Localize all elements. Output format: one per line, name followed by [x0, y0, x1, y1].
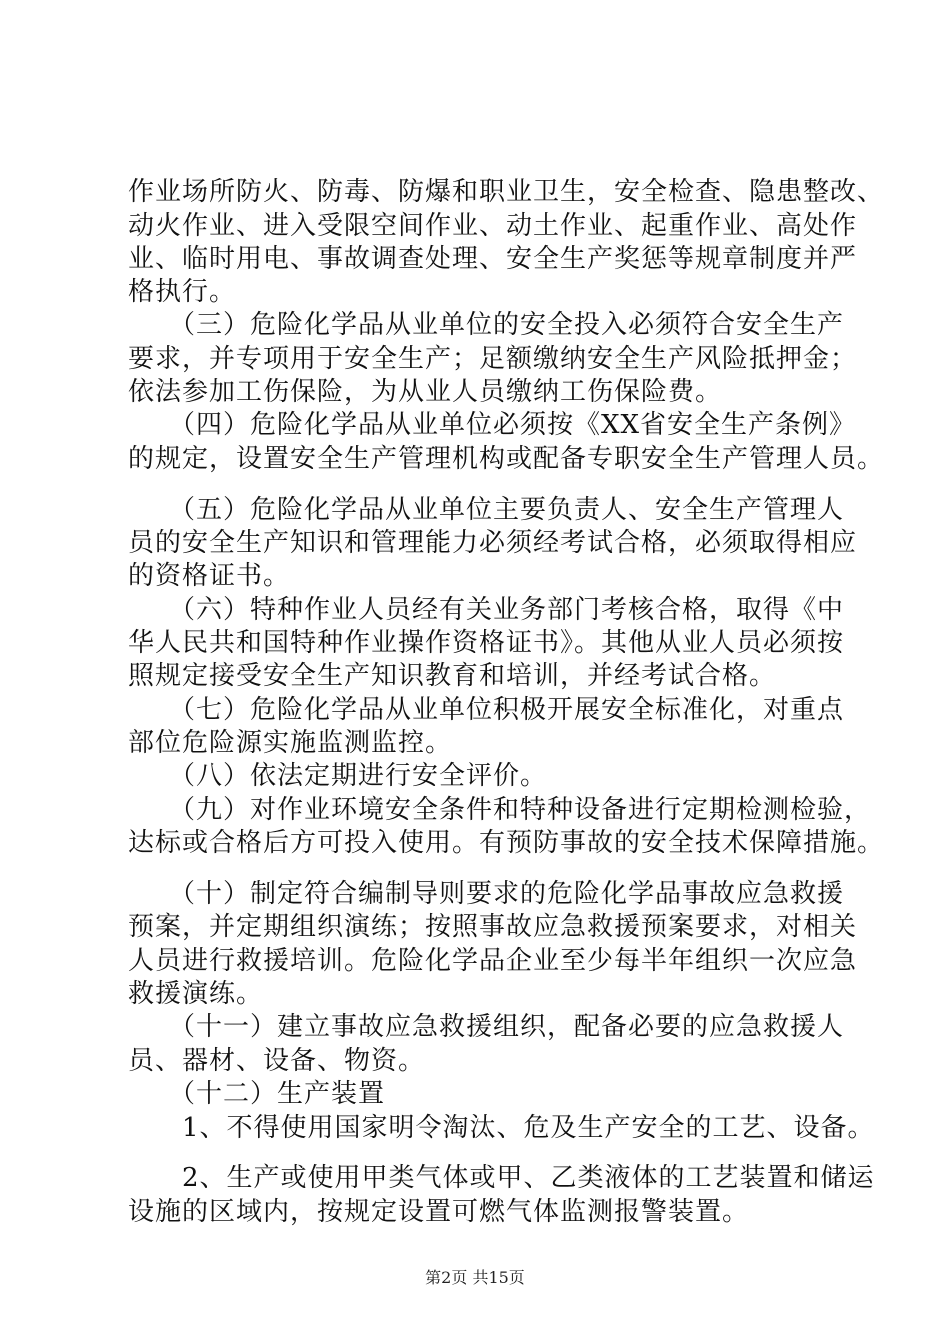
body-line: 员的安全生产知识和管理能力必须经考试合格，必须取得相应	[128, 528, 858, 558]
body-line: （十）制定符合编制导则要求的危险化学品事故应急救援	[128, 879, 845, 909]
body-line: 作业场所防火、防毒、防爆和职业卫生，安全检查、隐患整改、	[128, 177, 885, 207]
body-line: 达标或合格后方可投入使用。有预防事故的安全技术保障措施。	[128, 828, 885, 858]
body-line: 部位危险源实施监测监控。	[128, 728, 453, 758]
body-line: 1、不得使用国家明令淘汰、危及生产安全的工艺、设备。	[128, 1113, 875, 1143]
body-line: （八）依法定期进行安全评价。	[128, 761, 548, 791]
body-line: 业、临时用电、事故调查处理、安全生产奖惩等规章制度并严	[128, 244, 858, 274]
body-line: （三）危险化学品从业单位的安全投入必须符合安全生产	[128, 310, 845, 340]
body-line: （六）特种作业人员经有关业务部门考核合格，取得《中	[128, 595, 845, 625]
body-line: 照规定接受安全生产知识教育和培训，并经考试合格。	[128, 661, 777, 691]
page-number-footer: 第2页 共15页	[425, 1268, 525, 1287]
body-line: 华人民共和国特种作业操作资格证书》。其他从业人员必须按	[128, 628, 845, 658]
body-line: （七）危险化学品从业单位积极开展安全标准化，对重点	[128, 695, 845, 725]
body-line: 救援演练。	[128, 979, 264, 1009]
body-line: 动火作业、进入受限空间作业、动土作业、起重作业、高处作	[128, 211, 858, 241]
body-line: （四）危险化学品从业单位必须按《XX省安全生产条例》	[128, 410, 857, 440]
body-line: （十二）生产装置	[128, 1079, 386, 1109]
body-line: 要求，并专项用于安全生产；足额缴纳安全生产风险抵押金；	[128, 344, 858, 374]
body-line: 员、器材、设备、物资。	[128, 1046, 426, 1076]
body-line: 预案，并定期组织演练；按照事故应急救援预案要求，对相关	[128, 912, 858, 942]
body-line: （九）对作业环境安全条件和特种设备进行定期检测检验，	[128, 795, 872, 825]
body-line: 人员进行救援培训。危险化学品企业至少每半年组织一次应急	[128, 946, 858, 976]
body-line: 格执行。	[128, 277, 237, 307]
body-line: 的规定，设置安全生产管理机构或配备专职安全生产管理人员。	[128, 444, 885, 474]
body-line: （十一）建立事故应急救援组织，配备必要的应急救援人	[128, 1012, 845, 1042]
body-line: （五）危险化学品从业单位主要负责人、安全生产管理人	[128, 495, 845, 525]
body-line: 依法参加工伤保险，为从业人员缴纳工伤保险费。	[128, 377, 723, 407]
body-line: 的资格证书。	[128, 561, 291, 591]
body-line: 2、生产或使用甲类气体或甲、乙类液体的工艺装置和储运	[128, 1163, 875, 1193]
body-line: 设施的区域内，按规定设置可燃气体监测报警装置。	[128, 1197, 750, 1227]
